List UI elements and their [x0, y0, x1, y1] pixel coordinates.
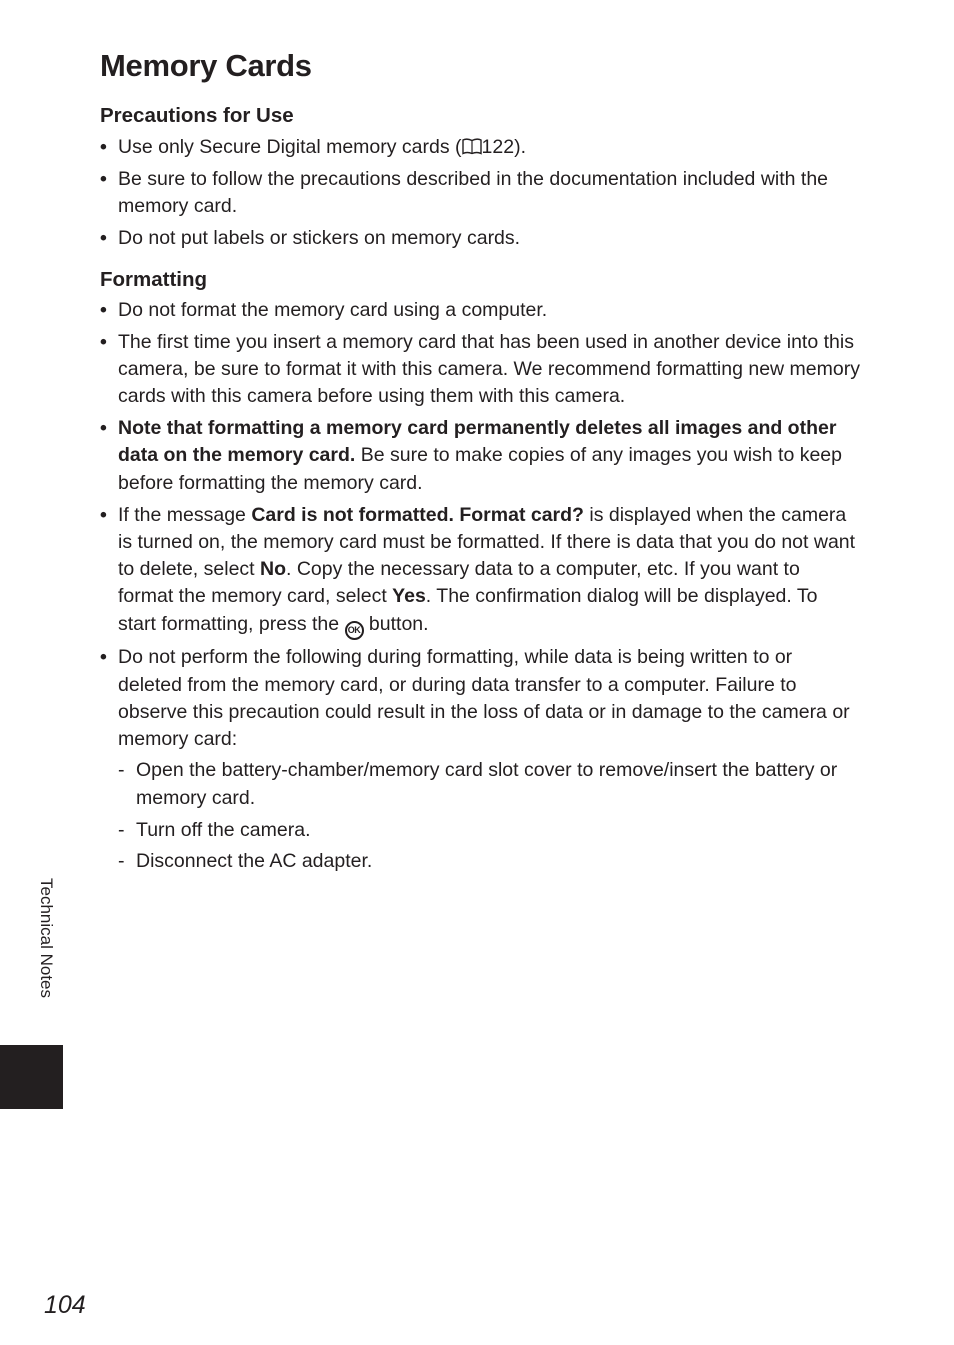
- sub-list: [118, 757, 860, 875]
- item-text: . The confirmation dialog will be displayed. To start formatting, press the: [118, 585, 818, 635]
- side-section-tab: [0, 1045, 63, 1109]
- sub-list-item: - Disconnect the AC adapter.: [118, 848, 860, 875]
- section-heading-precautions: Precautions for Use: [100, 104, 294, 127]
- list-item: [100, 166, 860, 221]
- item-text: The first time you insert a memory card that has been used in another device into this camera, be sure to format it with this camera. We recommend formatting new memory cards with this camera before using them with this camera.: [118, 330, 860, 408]
- item-text: . Copy the necessary data to a computer, etc. If you want to format the memory card, select: [118, 558, 800, 608]
- list-item: [100, 329, 860, 411]
- item-text: Do not put labels or stickers on memory cards.: [118, 226, 521, 249]
- message-text: Card is not formatted. Format card?: [251, 503, 584, 526]
- item-text: is displayed when the camera is turned on, the memory card must be formatted. If there is data that you do not want to delete, select: [118, 503, 856, 581]
- ok-button-icon: OK: [345, 621, 364, 640]
- item-text: Be sure to make copies of any images you wish to keep before formatting the memory card.: [118, 444, 842, 494]
- list-item: [100, 297, 860, 324]
- warning-text: Note that formatting a memory card permanently deletes all images and other data on the memory card.: [118, 417, 837, 467]
- formatting-list: [100, 297, 860, 880]
- item-text: ).: [514, 136, 526, 158]
- sub-list-item: - Open the battery-chamber/memory card slot cover to remove/insert the battery or memory card.: [118, 757, 860, 812]
- item-text: button.: [363, 612, 429, 635]
- list-item: [100, 502, 860, 640]
- page-reference-link[interactable]: 122: [481, 136, 515, 158]
- precautions-list: [100, 134, 860, 257]
- option-yes: Yes: [392, 585, 426, 608]
- page-number: 104: [44, 1291, 86, 1319]
- item-text: Use only Secure Digital memory cards (: [118, 136, 462, 158]
- sub-list-item: - Turn off the camera.: [118, 817, 860, 844]
- list-item: [100, 415, 860, 497]
- book-icon: [462, 138, 482, 155]
- section-heading-formatting: Formatting: [100, 268, 208, 291]
- option-no: No: [260, 558, 287, 581]
- page-title: Memory Cards: [100, 48, 312, 83]
- list-item: [100, 134, 860, 161]
- item-text: If the message: [118, 503, 252, 526]
- item-text: Be sure to follow the precautions described in the documentation included with the memory card.: [118, 167, 829, 218]
- item-text: Do not perform the following during formatting, while data is being written to or deleted from the memory card, or during data transfer to a computer. Failure to observe this precaution could result in the loss of data or in damage to the camera or memory card:: [118, 646, 850, 751]
- list-item: [100, 225, 860, 252]
- item-text: Do not format the memory card using a computer.: [118, 299, 548, 321]
- side-section-label: Technical Notes: [37, 878, 56, 999]
- list-item: [100, 644, 860, 875]
